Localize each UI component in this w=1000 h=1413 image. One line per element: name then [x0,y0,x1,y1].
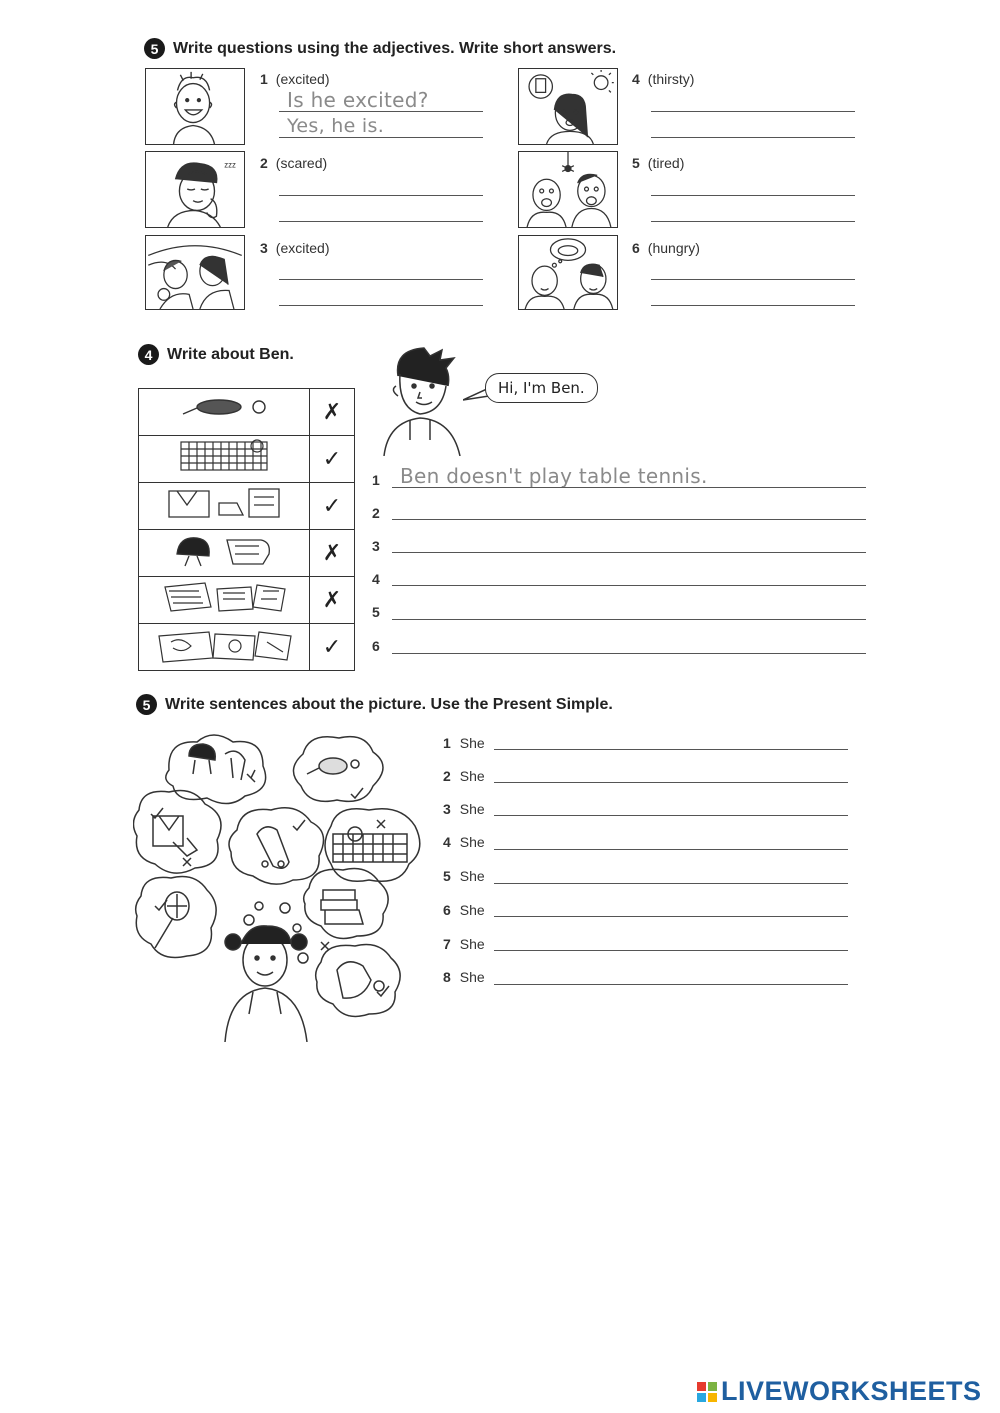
comics-picture [139,577,310,624]
question-5-label: 5 (tired) [632,155,685,171]
question-6-label: 6 (hungry) [632,240,700,256]
table-mark: ✓ [310,483,355,530]
ben-speech-bubble: Hi, I'm Ben. [485,373,598,403]
answer-line-4a[interactable] [651,111,855,112]
picture-thirsty-girl [518,68,618,145]
picture-car-girls [145,235,245,310]
ben-line-5[interactable] [392,619,866,620]
ben-line-1[interactable] [392,487,866,488]
picture-hungry-kids [518,235,618,310]
section-b-title [138,344,294,365]
ben-line-3[interactable] [392,552,866,553]
she-line-2[interactable] [494,782,848,783]
table-mark: ✗ [310,530,355,577]
table-mark: ✓ [310,436,355,483]
section-a-title-text: Write questions using the adjectives. Write short answers. [173,39,617,57]
she-line-7[interactable] [494,950,848,951]
she-line-3[interactable] [494,815,848,816]
question-3-label: 3 (excited) [260,240,330,256]
she-line-1-label: 1 She [443,735,485,751]
she-line-6[interactable] [494,916,848,917]
answer-line-6a[interactable] [651,279,855,280]
section-b-title-text: Write about Ben. [167,345,294,363]
table-mark: ✗ [310,389,355,436]
girl-thought-bubbles-illustration [133,730,423,1042]
ben-line-6[interactable] [392,653,866,654]
question-1-label: 1 (excited) [260,71,330,87]
picture-excited-boy [145,68,245,145]
answer-line-3b[interactable] [279,305,483,306]
volleyball-picture [139,436,310,483]
svg-text:zzz: zzz [224,160,236,170]
liveworksheets-logo-text: LIVEWORKSHEETS [721,1376,982,1406]
answer-line-2b[interactable] [279,221,483,222]
she-line-4-label: 4 She [443,834,485,850]
question-4-label: 4 (thirsty) [632,71,695,87]
answer-line-1b[interactable] [279,137,483,138]
table-row [139,483,355,530]
ben-line-4-number: 4 [372,571,380,587]
ben-line-5-number: 5 [372,604,380,620]
section-c-title [136,694,613,715]
answer-line-1a[interactable] [279,111,483,112]
table-row [139,624,355,671]
liveworksheets-logo-icon [697,1382,717,1402]
picture-sleepy-boy [145,151,245,228]
answer-line-4b[interactable] [651,137,855,138]
liveworksheets-logo [697,1376,982,1407]
judo-picture [139,483,310,530]
she-line-5[interactable] [494,883,848,884]
ben-line-4[interactable] [392,585,866,586]
answer-line-6b[interactable] [651,305,855,306]
she-line-3-label: 3 She [443,801,485,817]
section-a-title [144,38,616,59]
answer-line-3a[interactable] [279,279,483,280]
she-line-6-label: 6 She [443,902,485,918]
she-line-8-label: 8 She [443,969,485,985]
she-line-5-label: 5 She [443,868,485,884]
answer-1-question-text: Is he excited? [287,88,429,112]
table-mark: ✗ [310,577,355,624]
she-line-4[interactable] [494,849,848,850]
section-c-title-text: Write sentences about the picture. Use the Present Simple. [165,695,613,713]
ben-line-2[interactable] [392,519,866,520]
drawing-picture [139,624,310,671]
she-line-7-label: 7 She [443,936,485,952]
ben-line-6-number: 6 [372,638,380,654]
section-c-badge: 5 [136,694,157,715]
she-line-2-label: 2 She [443,768,485,784]
table-tennis-picture [139,389,310,436]
table-row [139,530,355,577]
horse-riding-picture [139,530,310,577]
ben-line-1-number: 1 [372,472,380,488]
table-mark: ✓ [310,624,355,671]
table-row [139,436,355,483]
question-2-label: 2 (scared) [260,155,328,171]
answer-line-2a[interactable] [279,195,483,196]
ben-activity-table [138,388,355,671]
section-b-badge: 4 [138,344,159,365]
table-row [139,577,355,624]
she-line-8[interactable] [494,984,848,985]
answer-line-5b[interactable] [651,221,855,222]
she-line-1[interactable] [494,749,848,750]
answer-1-short-text: Yes, he is. [287,115,385,137]
ben-line-2-number: 2 [372,505,380,521]
ben-line-3-number: 3 [372,538,380,554]
picture-scared-kids [518,151,618,228]
table-row [139,389,355,436]
section-a-badge: 5 [144,38,165,59]
ben-line-1-text: Ben doesn't play table tennis. [400,464,708,488]
answer-line-5a[interactable] [651,195,855,196]
